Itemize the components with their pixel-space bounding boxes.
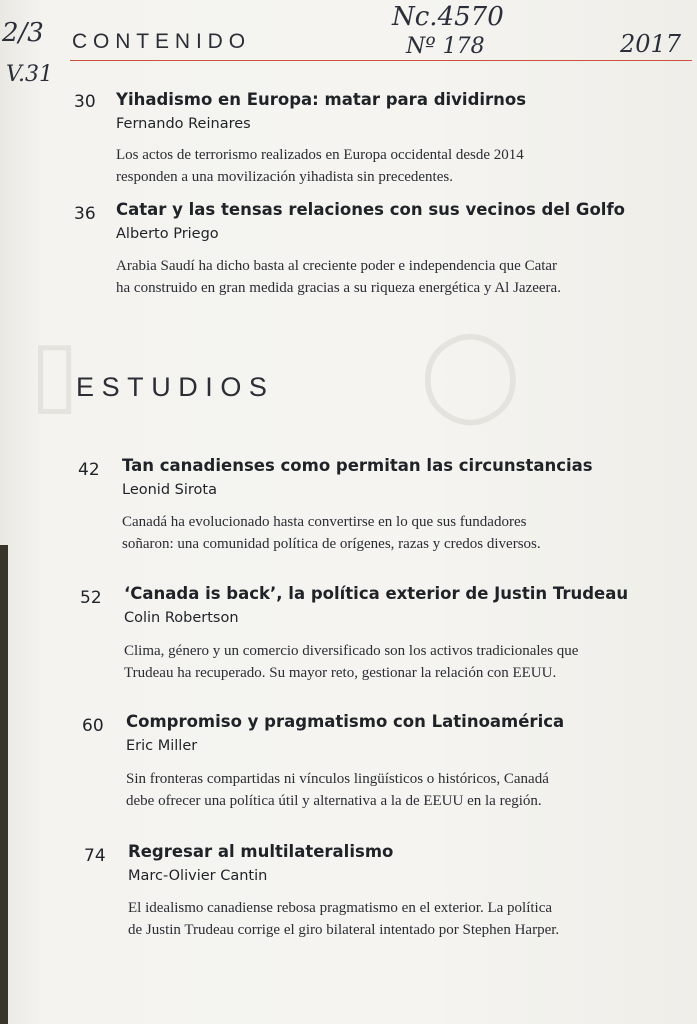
description-line: Clima, género y un comercio diversificado son los activos tradicionales que xyxy=(124,643,579,659)
handwritten-note-top-center-1: Nc.4570 xyxy=(392,2,504,32)
article-author: Alberto Priego xyxy=(116,226,219,242)
description-line: ha construido en gran medida gracias a su riqueza energética y Al Jazeera. xyxy=(116,279,561,296)
article-author: Fernando Reinares xyxy=(116,116,251,132)
page-number: 36 xyxy=(74,204,96,224)
handwritten-note-top-left-2: V.31 xyxy=(6,62,54,87)
contenido-heading: CONTENIDO xyxy=(72,30,251,53)
article-author: Eric Miller xyxy=(126,738,198,754)
article-title: Tan canadienses como permitan las circunstancias xyxy=(122,456,593,475)
article-author: Marc-Olivier Cantin xyxy=(128,868,268,884)
article-title: Yihadismo en Europa: matar para dividirnos xyxy=(116,90,527,109)
heading-rule xyxy=(70,60,692,61)
handwritten-note-top-left-1: 2/3 xyxy=(2,18,44,48)
show-through-shape-2: ◯ xyxy=(420,320,521,425)
description-line: soñaron: una comunidad política de orígenes, razas y credos diversos. xyxy=(122,535,541,552)
article-description xyxy=(128,898,559,941)
description-line: Los actos de terrorismo realizados en Europa occidental desde 2014 xyxy=(116,147,524,163)
page-number: 60 xyxy=(82,716,104,736)
handwritten-note-top-right: 2017 xyxy=(620,30,682,58)
article-author: Colin Robertson xyxy=(124,610,239,626)
description-line: responden a una movilización yihadista sin precedentes. xyxy=(116,168,453,185)
page-number: 74 xyxy=(84,846,106,866)
page-number: 30 xyxy=(74,92,96,112)
article-title: ‘Canada is back’, la política exterior de Justin Trudeau xyxy=(124,584,629,603)
article-title: Catar y las tensas relaciones con sus vecinos del Golfo xyxy=(116,200,625,219)
article-description xyxy=(122,512,541,555)
description-line: Arabia Saudí ha dicho basta al creciente poder e independencia que Catar xyxy=(116,258,558,274)
article-title: Regresar al multilateralismo xyxy=(128,842,394,861)
handwritten-note-top-center-2: Nº 178 xyxy=(406,34,485,59)
article-description xyxy=(126,769,549,812)
article-title: Compromiso y pragmatismo con Latinoamérica xyxy=(126,712,565,731)
show-through-shape-1: ▯ xyxy=(30,320,80,425)
description-line: debe ofrecer una política útil y alternativa a la de EEUU en la región. xyxy=(126,792,542,809)
description-line: Canadá ha evolucionado hasta convertirse en lo que sus fundadores xyxy=(122,514,527,530)
description-line: de Justin Trudeau corrige el giro bilateral intentado por Stephen Harper. xyxy=(128,921,560,938)
article-author: Leonid Sirota xyxy=(122,482,217,498)
estudios-heading: ESTUDIOS xyxy=(76,372,275,402)
page-number: 42 xyxy=(78,460,100,480)
description-line: Sin fronteras compartidas ni vínculos lingüísticos o históricos, Canadá xyxy=(126,771,549,787)
description-line: Trudeau ha recuperado. Su mayor reto, gestionar la relación con EEUU. xyxy=(124,664,557,681)
article-description xyxy=(116,256,561,299)
page-number: 52 xyxy=(80,588,102,608)
article-description xyxy=(116,145,524,188)
binding-edge xyxy=(0,545,8,1024)
description-line: El idealismo canadiense rebosa pragmatismo en el exterior. La política xyxy=(128,900,553,916)
article-description xyxy=(124,641,578,684)
